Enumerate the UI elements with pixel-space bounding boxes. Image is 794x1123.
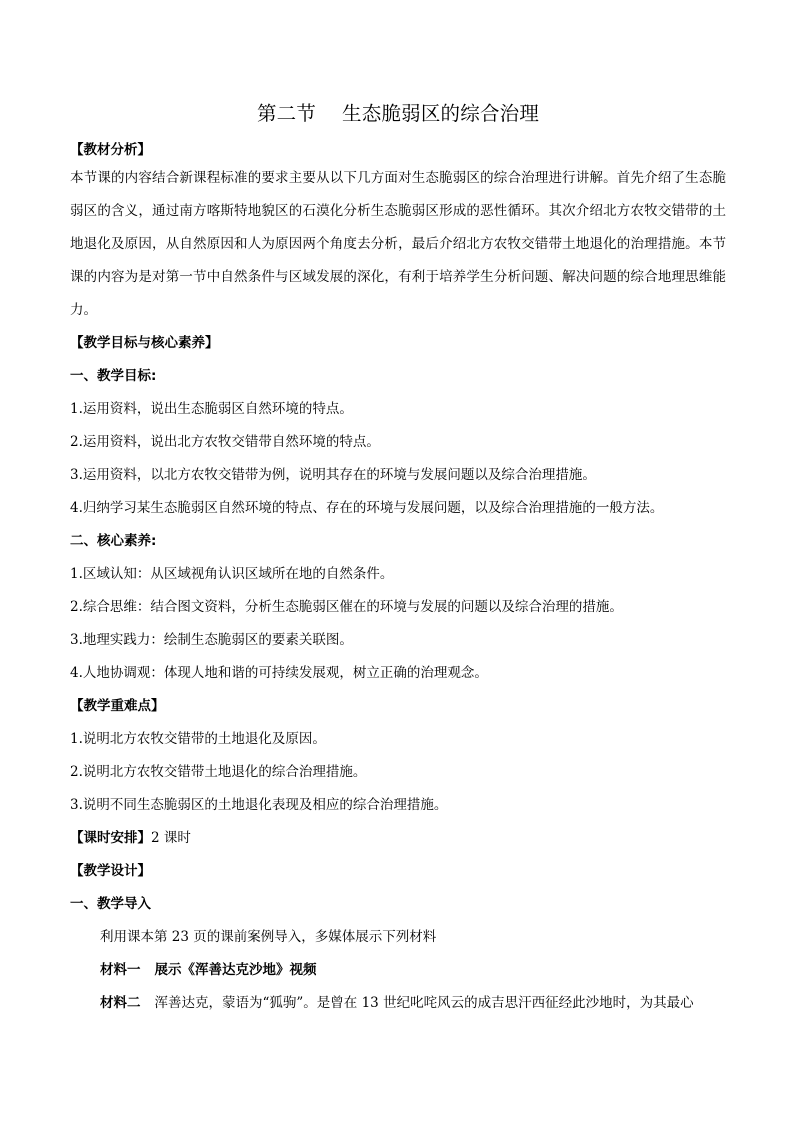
heading-key-points: 【教学重难点】 [70, 698, 165, 714]
literacy-item-2: 2.综合思维：结合图文资料，分析生态脆弱区催在的环境与发展的问题以及综合治理的措施。 [70, 599, 623, 615]
title-section-name: 生态脆弱区的综合治理 [342, 102, 540, 125]
material-1-label: 材料一 [100, 962, 141, 978]
goal-item-1: 1.运用资料，说出生态脆弱区自然环境的特点。 [70, 401, 353, 417]
subheading-intro: 一、教学导入 [70, 896, 151, 912]
document-title [70, 102, 726, 126]
material-1 [70, 954, 726, 987]
subheading-teaching-goals: 一、教学目标: [70, 368, 157, 384]
schedule-row [70, 822, 726, 855]
key-point-item-2: 2.说明北方农牧交错带土地退化的综合治理措施。 [70, 764, 367, 780]
schedule-value: 2 课时 [151, 830, 191, 846]
document-page [70, 102, 726, 1020]
heading-textbook-analysis: 【教材分析】 [70, 142, 151, 158]
heading-design: 【教学设计】 [70, 863, 151, 879]
goal-item-3: 3.运用资料，以北方农牧交错带为例，说明其存在的环境与发展问题以及综合治理措施。 [70, 467, 596, 483]
subheading-core-literacy: 二、核心素养: [70, 533, 157, 549]
literacy-item-4: 4.人地协调观：体现人地和谐的可持续发展观，树立正确的治理观念。 [70, 665, 488, 681]
literacy-item-3: 3.地理实践力：绘制生态脆弱区的要素关联图。 [70, 632, 353, 648]
material-2-text: 浑善达克，蒙语为“狐驹”。是曾在 13 世纪叱咤风云的成吉思汗西征经此沙地时，为其最心 [154, 995, 694, 1011]
material-2-label: 材料二 [100, 995, 141, 1011]
intro-text: 利用课本第 23 页的课前案例导入，多媒体展示下列材料 [100, 929, 437, 945]
heading-goals: 【教学目标与核心素养】 [70, 335, 219, 351]
goal-item-2: 2.运用资料，说出北方农牧交错带自然环境的特点。 [70, 434, 380, 450]
paragraph-textbook-analysis: 本节课的内容结合新课程标准的要求主要从以下几方面对生态脆弱区的综合治理进行讲解。首先介绍了生态脆弱区的含义，通过南方喀斯特地貌区的石漠化分析生态脆弱区形成的恶性循环。其次介绍北方农牧交错带的土地退化及原因，从自然原因和人为原因两个角度去分析，最后介绍北方农牧交错带土地退化的治理措施。本节课的内容为是对第一节中自然条件与区域发展的深化，有利于培养学生分析问题、解决问题的综合地理思维能力。 [70, 170, 726, 318]
title-section-number: 第二节 [256, 102, 317, 125]
material-2 [70, 987, 726, 1020]
literacy-item-1: 1.区域认知：从区域视角认识区域所在地的自然条件。 [70, 566, 394, 582]
heading-schedule: 【课时安排】 [70, 830, 151, 846]
material-1-text: 展示《浑善达克沙地》视频 [154, 962, 317, 978]
goal-item-4: 4.归纳学习某生态脆弱区自然环境的特点、存在的环境与发展问题，以及综合治理措施的一般方法。 [70, 500, 664, 516]
key-point-item-3: 3.说明不同生态脆弱区的土地退化表现及相应的综合治理措施。 [70, 797, 448, 813]
key-point-item-1: 1.说明北方农牧交错带的土地退化及原因。 [70, 731, 326, 747]
